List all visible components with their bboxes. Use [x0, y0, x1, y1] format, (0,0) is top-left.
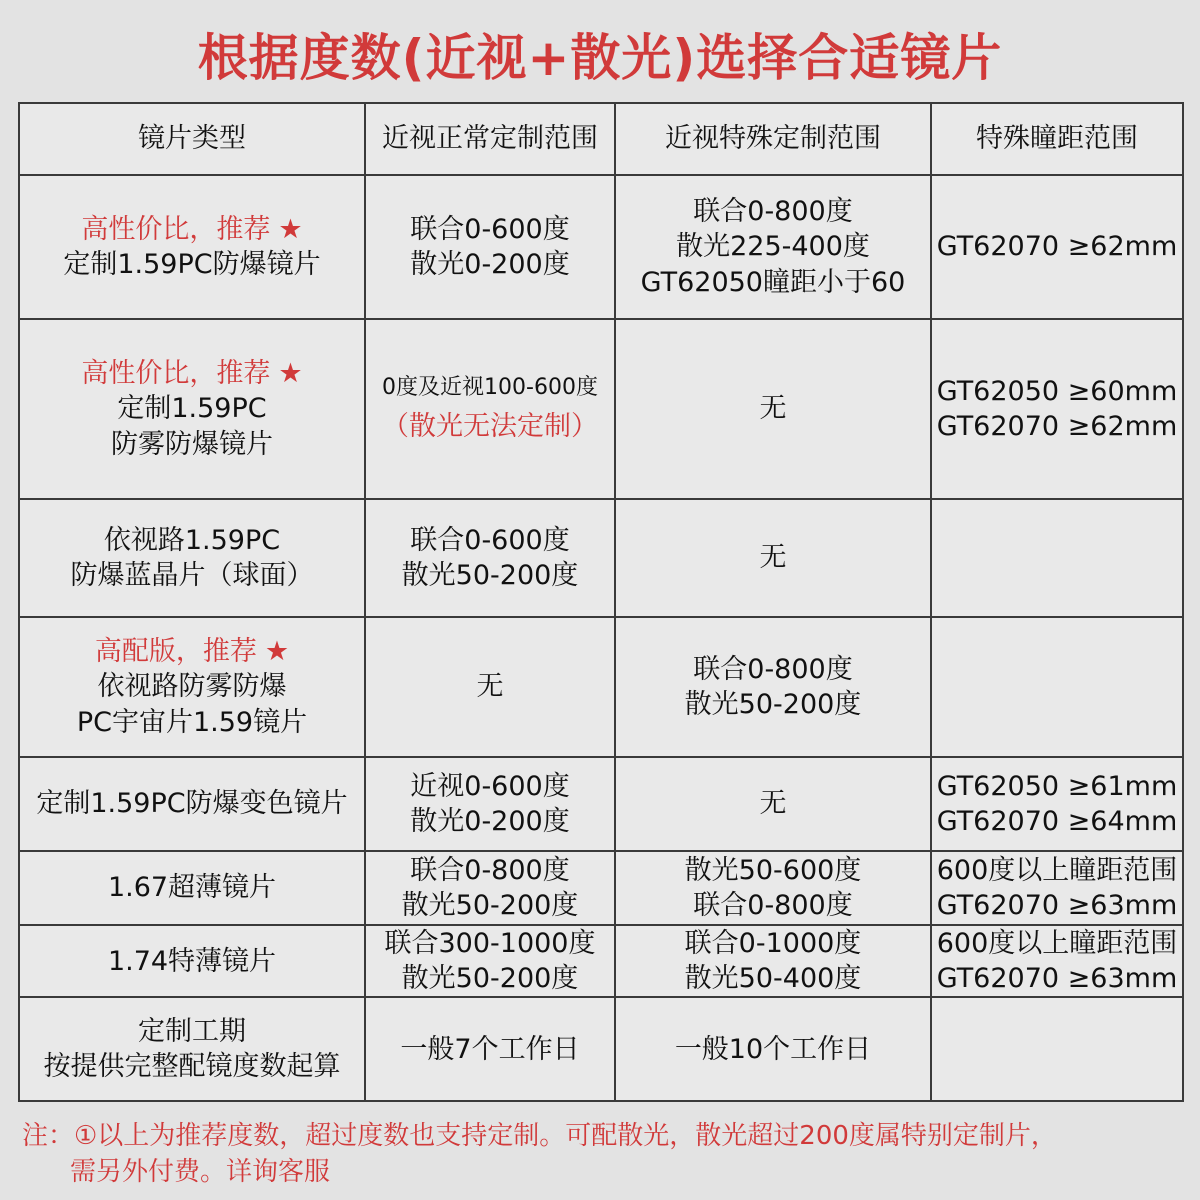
recommend-tag-text: 高配版，推荐 [94, 636, 257, 668]
cell-line: PC宇宙片1.59镜片 [76, 706, 308, 738]
cell-line: 联合0-1000度 [684, 928, 862, 959]
footnote [22, 1118, 1182, 1190]
cell-line: 散光225-400度 [676, 231, 870, 263]
cell-line: 联合300-1000度 [384, 928, 596, 959]
cell-line: 联合0-800度 [693, 196, 853, 228]
table-row [19, 499, 1183, 617]
cell-line: 按提供完整配镜度数起算 [43, 1051, 341, 1083]
cell-line: 联合0-600度 [410, 213, 570, 245]
special-range-cell [615, 925, 931, 997]
table-row [19, 319, 1183, 499]
special-range-cell [615, 319, 931, 499]
header-normal-range: 近视正常定制范围 [365, 103, 615, 175]
table-row [19, 175, 1183, 319]
lens-type-cell [19, 851, 365, 925]
pd-range-cell [931, 997, 1183, 1101]
cell-line: 1.67超薄镜片 [107, 872, 277, 904]
special-range-cell [615, 499, 931, 617]
table-row [19, 757, 1183, 851]
cell-line: 一般7个工作日 [400, 1033, 580, 1065]
table-row [19, 997, 1183, 1101]
cell-line: 600度以上瞳距范围 [936, 928, 1178, 959]
table-row [19, 617, 1183, 757]
cell-line: 联合0-800度 [410, 854, 570, 886]
cell-line: GT62070 ≥63mm [936, 890, 1178, 921]
normal-range-cell [365, 925, 615, 997]
recommend-tag [22, 356, 362, 391]
table-row [19, 851, 1183, 925]
cell-line: GT62070 ≥62mm [936, 231, 1178, 263]
cell-line: 防雾防爆镜片 [111, 428, 273, 460]
cell-line: 散光50-200度 [684, 689, 862, 720]
star-icon: ★ [278, 358, 303, 390]
star-icon: ★ [264, 636, 290, 668]
pd-range-cell [931, 757, 1183, 851]
special-range-cell [615, 175, 931, 319]
cell-line: 无 [759, 788, 787, 820]
special-range-cell [615, 997, 931, 1101]
cell-line: 散光50-200度 [401, 963, 579, 995]
normal-range-cell [365, 175, 615, 319]
cell-line: 定制1.59PC防爆变色镜片 [36, 788, 348, 820]
cell-line: 散光0-200度 [410, 249, 570, 280]
cell-line: 依视路防雾防爆 [97, 671, 287, 703]
cell-line: 联合0-600度 [410, 524, 570, 556]
cell-line: GT62070 ≥63mm [936, 963, 1178, 995]
cell-line: 近视0-600度 [410, 770, 570, 802]
lens-spec-table [18, 102, 1184, 1102]
cell-line: 散光50-200度 [401, 560, 579, 591]
lens-type-cell [19, 499, 365, 617]
header-lens-type: 镜片类型 [19, 103, 365, 175]
cell-line: GT62050 ≥61mm [936, 770, 1178, 802]
cell-line: 定制工期 [138, 1016, 246, 1048]
normal-range-cell [365, 757, 615, 851]
cell-line: 防爆蓝晶片（球面） [70, 560, 314, 591]
cell-line: GT62070 ≥62mm [936, 411, 1178, 442]
cell-line: GT62050 ≥60mm [936, 375, 1178, 407]
cell-line: GT62050瞳距小于60 [640, 266, 906, 298]
cell-line: 联合0-800度 [693, 890, 853, 921]
lens-type-cell [19, 757, 365, 851]
cell-line: 0度及近视100-600度 [382, 375, 598, 401]
cell-line: 无 [759, 542, 787, 574]
footnote-line-1: 注：①以上为推荐度数，超过度数也支持定制。可配散光，散光超过200度属特别定制片， [22, 1121, 1057, 1151]
pd-range-cell [931, 319, 1183, 499]
footnote-line-2: 需另外付费。详询客服 [70, 1157, 331, 1187]
normal-range-cell [365, 617, 615, 757]
header-row [19, 103, 1183, 175]
astigmatism-note: （散光无法定制） [382, 410, 598, 442]
table-row [19, 925, 1183, 997]
recommend-tag-text: 高性价比，推荐 [81, 358, 271, 390]
star-icon: ★ [278, 213, 303, 245]
cell-line: 散光0-200度 [410, 806, 570, 837]
page-title: 根据度数(近视+散光)选择合适镜片 [197, 29, 1003, 87]
cell-line: GT62070 ≥64mm [936, 806, 1178, 837]
cell-line: 一般10个工作日 [674, 1033, 872, 1065]
special-range-cell [615, 757, 931, 851]
pd-range-cell [931, 925, 1183, 997]
lens-type-cell [19, 997, 365, 1101]
cell-line: 定制1.59PC防爆镜片 [63, 249, 321, 280]
cell-line: 联合0-800度 [693, 653, 853, 685]
lens-type-cell [19, 617, 365, 757]
pd-range-cell [931, 851, 1183, 925]
cell-line: 定制1.59PC [117, 393, 267, 425]
cell-line: 散光50-400度 [684, 963, 862, 995]
cell-line: 600度以上瞳距范围 [936, 854, 1178, 886]
normal-range-cell [365, 499, 615, 617]
cell-line: 依视路1.59PC [103, 524, 281, 556]
cell-line: 散光50-600度 [684, 854, 862, 886]
lens-type-cell [19, 319, 365, 499]
pd-range-cell [931, 175, 1183, 319]
pd-range-cell [931, 617, 1183, 757]
normal-range-cell [365, 997, 615, 1101]
pd-range-cell [931, 499, 1183, 617]
lens-type-cell [19, 925, 365, 997]
special-range-cell [615, 851, 931, 925]
cell-line: 散光50-200度 [401, 890, 579, 921]
recommend-tag [22, 634, 362, 669]
lens-type-cell [19, 175, 365, 319]
special-range-cell [615, 617, 931, 757]
recommend-tag-text: 高性价比，推荐 [81, 213, 271, 245]
header-special-range: 近视特殊定制范围 [615, 103, 931, 175]
normal-range-cell [365, 319, 615, 499]
cell-line: 无 [759, 393, 787, 425]
header-pd-range: 特殊瞳距范围 [931, 103, 1183, 175]
cell-line: 无 [476, 671, 504, 703]
cell-line: 1.74特薄镜片 [107, 945, 277, 977]
recommend-tag [22, 212, 362, 247]
normal-range-cell [365, 851, 615, 925]
